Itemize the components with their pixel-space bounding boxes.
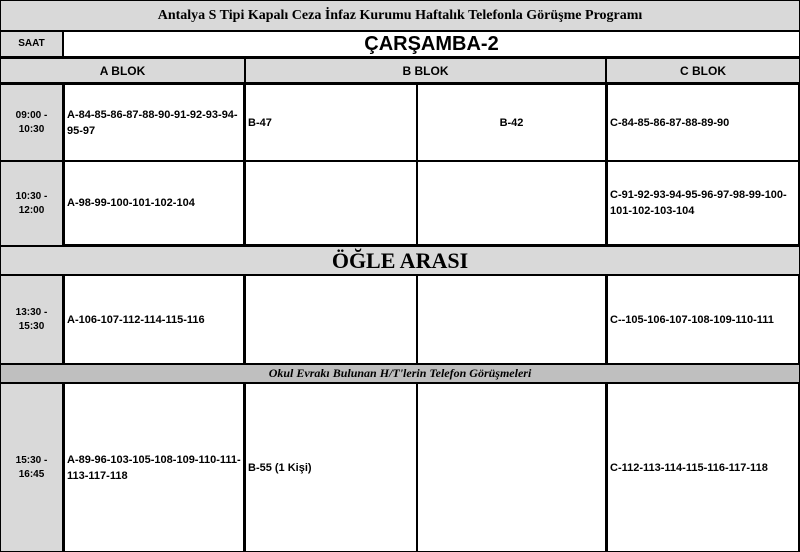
b-blok-slot-1-right: B-42 <box>417 84 606 161</box>
a-blok-slot-4: A-89-96-103-105-108-109-110-111-113-117-118 <box>63 383 245 552</box>
c-blok-slot-1: C-84-85-86-87-88-89-90 <box>606 84 800 161</box>
a-blok-slot-2: A-98-99-100-101-102-104 <box>63 161 245 246</box>
c-blok-slot-2: C-91-92-93-94-95-96-97-98-99-100-101-102-103-104 <box>606 161 800 246</box>
lunch-break-banner: ÖĞLE ARASI <box>0 246 800 275</box>
c-blok-slot-3: C--105-106-107-108-109-110-111 <box>606 275 800 364</box>
b-blok-slot-2-right <box>417 161 606 246</box>
a-blok-slot-1: A-84-85-86-87-88-90-91-92-93-94-95-97 <box>63 84 245 161</box>
b-blok-slot-4-right <box>417 383 606 552</box>
school-docs-note: Okul Evrakı Bulunan H/T'lerin Telefon Görüşmeleri <box>0 364 800 383</box>
b-blok-slot-1-left: B-47 <box>245 84 417 161</box>
b-blok-slot-3-right <box>417 275 606 364</box>
c-blok-slot-4: C-112-113-114-115-116-117-118 <box>606 383 800 552</box>
b-blok-header: B BLOK <box>245 57 606 84</box>
b-blok-slot-4-left: B-55 (1 Kişi) <box>245 383 417 552</box>
day-header: ÇARŞAMBA-2 <box>63 31 800 57</box>
a-blok-slot-3: A-106-107-112-114-115-116 <box>63 275 245 364</box>
saat-header: SAAT <box>0 31 63 57</box>
time-slot-1: 09:00 - 10:30 <box>0 84 63 161</box>
c-blok-header: C BLOK <box>606 57 800 84</box>
time-slot-3: 13:30 - 15:30 <box>0 275 63 364</box>
b-blok-slot-2-left <box>245 161 417 246</box>
time-slot-4: 15:30 - 16:45 <box>0 383 63 552</box>
schedule-title: Antalya S Tipi Kapalı Ceza İnfaz Kurumu Haftalık Telefonla Görüşme Programı <box>0 0 800 31</box>
a-blok-header: A BLOK <box>0 57 245 84</box>
b-blok-slot-3-left <box>245 275 417 364</box>
time-slot-2: 10:30 - 12:00 <box>0 161 63 246</box>
